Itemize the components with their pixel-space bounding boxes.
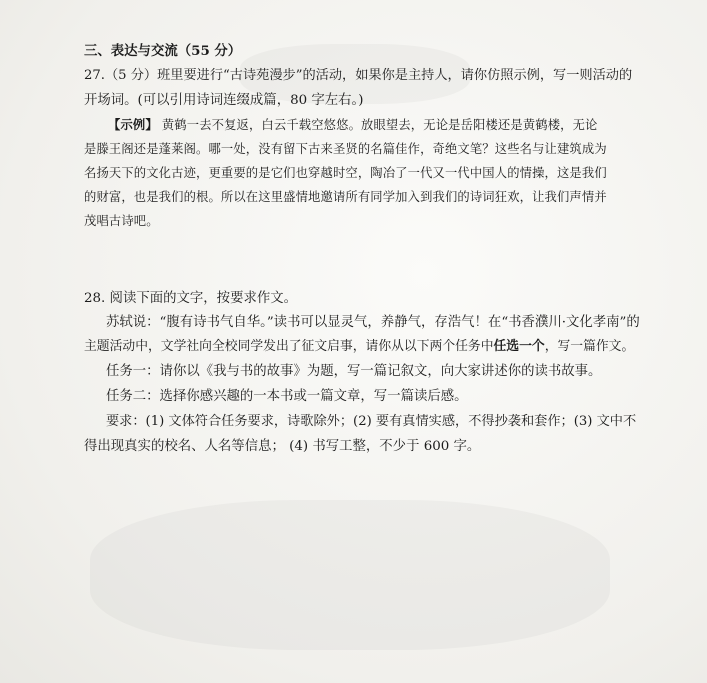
q28-task1: 任务一：请你以《我与书的故事》为题，写一篇记叙文，向大家讲述你的读书故事。 xyxy=(106,364,602,379)
q28-quote-line: 苏轼说：“腹有诗书气自华。”读书可以显灵气，养静气，存浩气！在“书香濮川·文化孝南”的 xyxy=(106,315,640,330)
q27-example-line2: 是滕王阁还是蓬莱阁。哪一处，没有留下古来圣贤的名篇佳作，奇绝文笔？这些名与让建筑成为 xyxy=(84,142,607,156)
q27-example-line4: 的财富，也是我们的根。所以在这里盛情地邀请所有同学加入到我们的诗词狂欢，让我们声情并 xyxy=(84,190,607,204)
q27-example-line1 xyxy=(108,116,598,134)
instruction-text-end: ，写一篇作文。 xyxy=(544,339,635,354)
q28-task2: 任务二：选择你感兴趣的一本书或一篇文章，写一篇读后感。 xyxy=(106,389,468,404)
q27-example-line3: 名扬天下的文化古迹，更重要的是它们也穿越时空，陶冶了一代又一代中国人的情操，这是我们 xyxy=(84,166,607,180)
q28-instruction-line xyxy=(84,338,634,356)
q27-prompt-line2: 开场词。(可以引用诗词连缀成篇，80 字左右。) xyxy=(84,93,364,108)
q27-prompt-line1: 27.（5 分）班里要进行“古诗苑漫步”的活动，如果你是主持人，请你仿照示例，写一则活动的 xyxy=(84,68,633,83)
instruction-emphasis: 任选一个 xyxy=(493,339,545,354)
example-label: 【示例】 xyxy=(108,118,158,132)
q28-requirements-line1: 要求：(1) 文体符合任务要求，诗歌除外；(2) 要有真情实感，不得抄袭和套作；(3) 文中不 xyxy=(106,414,637,429)
example-text: 黄鹤一去不复返，白云千载空悠悠。放眼望去，无论是岳阳楼还是黄鹤楼，无论 xyxy=(161,118,598,132)
q28-title: 28. 阅读下面的文字，按要求作文。 xyxy=(84,291,298,306)
section-heading: 三、表达与交流（55 分） xyxy=(84,43,242,59)
instruction-text: 主题活动中，文学社向全校同学发出了征文启事，请你从以下两个任务中 xyxy=(84,339,494,354)
q27-example-line5: 茂唱古诗吧。 xyxy=(84,214,159,228)
q28-requirements-line2: 得出现真实的校名、人名等信息； (4) 书写工整，不少于 600 字。 xyxy=(84,439,481,454)
